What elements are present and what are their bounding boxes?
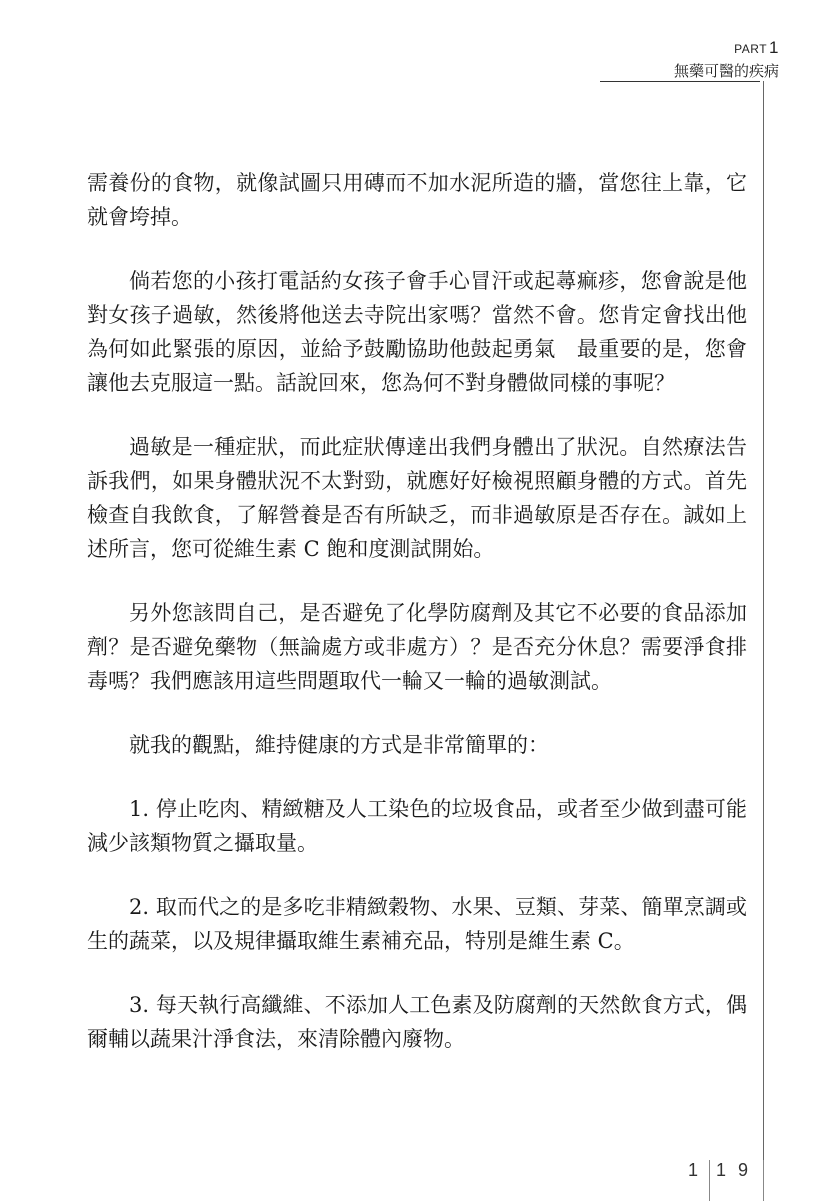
part-number: 1 xyxy=(769,38,779,57)
page-digit: 1 xyxy=(716,1160,727,1180)
chapter-title: 無藥可醫的疾病 xyxy=(673,62,779,80)
page-body xyxy=(87,166,747,1086)
page-digit: 1 xyxy=(688,1160,699,1180)
paragraph: 另外您該問自己，是否避免了化學防腐劑及其它不必要的食品添加劑？是否避免藥物（無論處方或非處方）？是否充分休息？需要淨食排毒嗎？我們應該用這些問題取代一輪又一輪的過敏測試。 xyxy=(87,601,747,693)
running-header xyxy=(0,36,829,86)
list-item: 1. 停止吃肉、精緻糖及人工染色的垃圾食品，或者至少做到盡可能減少該類物質之攝取量。 xyxy=(87,797,747,855)
paragraph-continued: 需養份的食物，就像試圖只用磚而不加水泥所造的牆，當您往上靠，它就會垮掉。 xyxy=(87,171,747,229)
page-number-divider xyxy=(709,1160,710,1201)
page-digit: 9 xyxy=(738,1160,749,1180)
paragraph: 就我的觀點，維持健康的方式是非常簡單的： xyxy=(129,733,549,757)
paragraph: 過敏是一種症狀，而此症狀傳達出我們身體出了狀況。自然療法告訴我們，如果身體狀況不太對勁，就應好好檢視照顧身體的方式。首先檢查自我飲食，了解營養是否有所缺乏，而非過敏原是否存在。誠如上述所言，您可從維生素 C 飽和度測試開始。 xyxy=(87,435,747,561)
part-label xyxy=(734,38,779,58)
list-item: 2. 取而代之的是多吃非精緻穀物、水果、豆類、芽菜、簡單烹調或生的蔬菜，以及規律攝取維生素補充品，特別是維生素 C。 xyxy=(87,895,747,953)
paragraph: 倘若您的小孩打電話約女孩子會手心冒汗或起蕁痲疹，您會說是他對女孩子過敏，然後將他送去寺院出家嗎？當然不會。您肯定會找出他為何如此緊張的原因，並給予鼓勵協助他鼓起勇氣 最重要的是，您會讓他去克服這一點。話說回來，您為何不對身體做同樣的事呢？ xyxy=(87,269,747,395)
part-label-text: PART xyxy=(734,42,768,56)
margin-rule xyxy=(763,81,764,1171)
header-rule xyxy=(600,81,760,82)
page-number xyxy=(686,1160,766,1188)
list-item: 3. 每天執行高纖維、不添加人工色素及防腐劑的天然飲食方式，偶爾輔以蔬果汁淨食法，來清除體內廢物。 xyxy=(87,993,747,1051)
page-number-divider xyxy=(763,1160,764,1201)
